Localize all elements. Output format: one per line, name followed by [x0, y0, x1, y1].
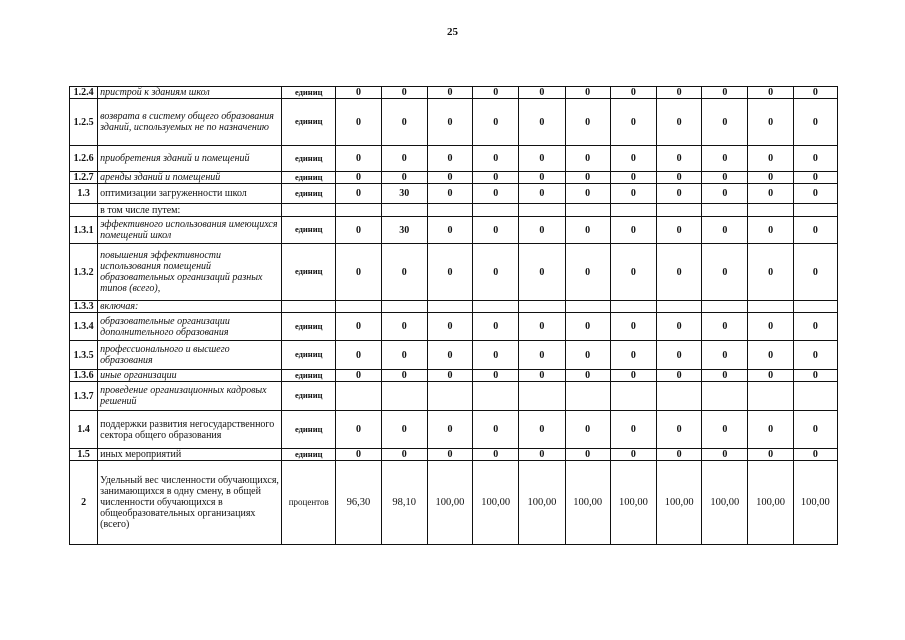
value-cell: 0 — [519, 449, 565, 461]
value-cell: 0 — [657, 244, 702, 301]
value-cell: 0 — [657, 99, 702, 146]
value-cell — [702, 204, 748, 217]
value-cell: 0 — [427, 370, 472, 382]
value-cell: 100,00 — [702, 461, 748, 545]
value-cell: 0 — [565, 411, 610, 449]
value-cell: 0 — [610, 449, 656, 461]
value-cell: 0 — [336, 370, 381, 382]
value-cell: 0 — [702, 217, 748, 244]
value-cell: 0 — [381, 146, 427, 172]
value-cell: 0 — [473, 99, 519, 146]
value-cell: 0 — [657, 341, 702, 370]
row-number: 1.3.7 — [70, 382, 98, 411]
row-name: возврата в систему общего образования зданий, используемых не по назначению — [98, 99, 282, 146]
value-cell: 0 — [381, 449, 427, 461]
value-cell: 0 — [657, 184, 702, 204]
value-cell: 0 — [748, 449, 793, 461]
value-cell — [336, 204, 381, 217]
table-row — [70, 411, 838, 449]
value-cell: 0 — [336, 99, 381, 146]
row-unit: единиц — [282, 313, 336, 341]
row-unit: единиц — [282, 99, 336, 146]
value-cell: 0 — [702, 341, 748, 370]
value-cell: 0 — [565, 313, 610, 341]
table-row — [70, 370, 838, 382]
value-cell: 0 — [748, 99, 793, 146]
value-cell: 0 — [473, 184, 519, 204]
value-cell: 0 — [748, 341, 793, 370]
value-cell: 0 — [748, 411, 793, 449]
value-cell: 0 — [748, 370, 793, 382]
row-unit — [282, 301, 336, 313]
value-cell: 0 — [793, 313, 837, 341]
value-cell: 0 — [519, 370, 565, 382]
value-cell: 0 — [793, 244, 837, 301]
value-cell: 0 — [336, 87, 381, 99]
table-row — [70, 217, 838, 244]
row-unit: единиц — [282, 382, 336, 411]
value-cell: 0 — [657, 313, 702, 341]
value-cell — [748, 301, 793, 313]
value-cell: 0 — [519, 217, 565, 244]
value-cell — [657, 204, 702, 217]
row-name: образовательные организации дополнительного образования — [98, 313, 282, 341]
value-cell — [473, 204, 519, 217]
value-cell: 0 — [610, 87, 656, 99]
value-cell: 0 — [381, 172, 427, 184]
value-cell — [519, 382, 565, 411]
row-unit — [282, 204, 336, 217]
value-cell: 0 — [336, 217, 381, 244]
row-name: повышения эффективности использования помещений образовательных организаций разных типов (всего), — [98, 244, 282, 301]
value-cell: 0 — [610, 146, 656, 172]
value-cell: 0 — [473, 449, 519, 461]
indicators-table — [69, 86, 838, 545]
row-unit: единиц — [282, 172, 336, 184]
value-cell — [381, 301, 427, 313]
table-row — [70, 313, 838, 341]
value-cell: 0 — [336, 313, 381, 341]
value-cell: 100,00 — [565, 461, 610, 545]
value-cell — [519, 204, 565, 217]
value-cell: 0 — [702, 449, 748, 461]
row-number: 1.5 — [70, 449, 98, 461]
value-cell: 0 — [519, 172, 565, 184]
value-cell: 0 — [336, 449, 381, 461]
value-cell: 100,00 — [427, 461, 472, 545]
value-cell: 0 — [793, 341, 837, 370]
table-body — [70, 87, 838, 545]
value-cell: 0 — [702, 172, 748, 184]
value-cell: 0 — [336, 172, 381, 184]
row-unit: единиц — [282, 244, 336, 301]
value-cell: 0 — [381, 99, 427, 146]
value-cell: 100,00 — [519, 461, 565, 545]
value-cell — [427, 204, 472, 217]
table-row — [70, 204, 838, 217]
value-cell: 0 — [519, 244, 565, 301]
value-cell: 0 — [793, 184, 837, 204]
row-unit: единиц — [282, 449, 336, 461]
value-cell: 0 — [610, 411, 656, 449]
row-unit: единиц — [282, 341, 336, 370]
row-name: оптимизации загруженности школ — [98, 184, 282, 204]
value-cell: 0 — [473, 411, 519, 449]
value-cell: 0 — [519, 313, 565, 341]
value-cell: 0 — [610, 341, 656, 370]
row-number: 1.3 — [70, 184, 98, 204]
value-cell: 100,00 — [793, 461, 837, 545]
value-cell: 0 — [381, 244, 427, 301]
value-cell: 0 — [793, 411, 837, 449]
row-number: 1.3.4 — [70, 313, 98, 341]
table-row — [70, 244, 838, 301]
value-cell: 0 — [793, 217, 837, 244]
table-row — [70, 87, 838, 99]
value-cell: 100,00 — [748, 461, 793, 545]
value-cell: 0 — [565, 87, 610, 99]
value-cell: 0 — [519, 87, 565, 99]
value-cell: 0 — [336, 411, 381, 449]
value-cell: 0 — [519, 341, 565, 370]
value-cell — [336, 301, 381, 313]
row-number: 1.3.1 — [70, 217, 98, 244]
value-cell: 100,00 — [473, 461, 519, 545]
row-name: поддержки развития негосударственного сектора общего образования — [98, 411, 282, 449]
value-cell — [427, 301, 472, 313]
value-cell: 0 — [702, 146, 748, 172]
value-cell: 0 — [519, 184, 565, 204]
row-name: включая: — [98, 301, 282, 313]
table-row — [70, 341, 838, 370]
table-row — [70, 99, 838, 146]
value-cell: 0 — [381, 87, 427, 99]
row-number: 1.3.2 — [70, 244, 98, 301]
value-cell — [565, 301, 610, 313]
row-unit: единиц — [282, 87, 336, 99]
value-cell: 0 — [793, 99, 837, 146]
value-cell: 0 — [657, 449, 702, 461]
value-cell: 0 — [702, 370, 748, 382]
row-number: 1.2.4 — [70, 87, 98, 99]
value-cell: 0 — [793, 146, 837, 172]
value-cell: 0 — [381, 411, 427, 449]
value-cell: 0 — [427, 87, 472, 99]
value-cell: 0 — [565, 217, 610, 244]
row-number: 1.2.6 — [70, 146, 98, 172]
value-cell: 0 — [565, 341, 610, 370]
value-cell: 0 — [381, 313, 427, 341]
table-row — [70, 172, 838, 184]
value-cell: 0 — [748, 87, 793, 99]
table-row — [70, 301, 838, 313]
value-cell: 96,30 — [336, 461, 381, 545]
page-number: 25 — [447, 26, 458, 38]
value-cell: 0 — [519, 99, 565, 146]
row-unit: единиц — [282, 370, 336, 382]
value-cell: 0 — [702, 184, 748, 204]
value-cell: 98,10 — [381, 461, 427, 545]
value-cell: 0 — [748, 217, 793, 244]
value-cell: 0 — [565, 146, 610, 172]
value-cell: 0 — [473, 217, 519, 244]
value-cell: 0 — [657, 370, 702, 382]
value-cell — [610, 204, 656, 217]
value-cell — [657, 382, 702, 411]
value-cell: 0 — [610, 99, 656, 146]
value-cell: 0 — [793, 370, 837, 382]
value-cell — [427, 382, 472, 411]
value-cell — [793, 382, 837, 411]
row-unit: единиц — [282, 184, 336, 204]
value-cell: 0 — [427, 341, 472, 370]
value-cell: 0 — [702, 411, 748, 449]
value-cell: 0 — [610, 313, 656, 341]
value-cell: 0 — [610, 172, 656, 184]
value-cell: 0 — [657, 146, 702, 172]
value-cell: 0 — [519, 411, 565, 449]
value-cell: 0 — [702, 313, 748, 341]
value-cell — [793, 204, 837, 217]
value-cell: 0 — [748, 313, 793, 341]
value-cell — [381, 382, 427, 411]
row-name: приобретения зданий и помещений — [98, 146, 282, 172]
value-cell: 0 — [336, 244, 381, 301]
value-cell: 0 — [473, 146, 519, 172]
value-cell: 0 — [565, 99, 610, 146]
row-name: пристрой к зданиям школ — [98, 87, 282, 99]
value-cell: 0 — [610, 217, 656, 244]
value-cell — [610, 382, 656, 411]
value-cell: 0 — [565, 184, 610, 204]
value-cell: 0 — [336, 146, 381, 172]
value-cell: 30 — [381, 184, 427, 204]
value-cell: 0 — [427, 313, 472, 341]
value-cell: 0 — [427, 99, 472, 146]
value-cell: 0 — [427, 172, 472, 184]
value-cell: 0 — [565, 370, 610, 382]
row-unit: единиц — [282, 411, 336, 449]
value-cell — [793, 301, 837, 313]
row-number: 1.2.5 — [70, 99, 98, 146]
value-cell — [381, 204, 427, 217]
value-cell: 0 — [427, 411, 472, 449]
row-unit: процентов — [282, 461, 336, 545]
row-number: 1.3.3 — [70, 301, 98, 313]
value-cell — [702, 382, 748, 411]
row-name: иных мероприятий — [98, 449, 282, 461]
row-unit: единиц — [282, 146, 336, 172]
value-cell: 0 — [748, 244, 793, 301]
value-cell — [473, 301, 519, 313]
value-cell: 0 — [702, 99, 748, 146]
value-cell: 0 — [473, 341, 519, 370]
value-cell: 0 — [519, 146, 565, 172]
value-cell: 0 — [381, 370, 427, 382]
value-cell: 0 — [748, 146, 793, 172]
value-cell: 0 — [427, 449, 472, 461]
value-cell — [702, 301, 748, 313]
value-cell: 0 — [748, 172, 793, 184]
value-cell: 0 — [473, 172, 519, 184]
table-row — [70, 184, 838, 204]
value-cell: 0 — [427, 146, 472, 172]
value-cell: 30 — [381, 217, 427, 244]
row-name: иные организации — [98, 370, 282, 382]
value-cell: 0 — [702, 244, 748, 301]
value-cell — [748, 382, 793, 411]
row-number: 1.2.7 — [70, 172, 98, 184]
value-cell: 0 — [473, 87, 519, 99]
table-row — [70, 449, 838, 461]
row-name: проведение организационных кадровых решений — [98, 382, 282, 411]
row-name: в том числе путем: — [98, 204, 282, 217]
table-row — [70, 382, 838, 411]
value-cell: 0 — [565, 244, 610, 301]
value-cell: 0 — [657, 172, 702, 184]
row-name: аренды зданий и помещений — [98, 172, 282, 184]
value-cell: 0 — [657, 411, 702, 449]
row-unit: единиц — [282, 217, 336, 244]
value-cell: 0 — [610, 244, 656, 301]
value-cell: 0 — [336, 184, 381, 204]
value-cell — [519, 301, 565, 313]
value-cell: 0 — [702, 87, 748, 99]
value-cell: 0 — [610, 184, 656, 204]
value-cell — [565, 204, 610, 217]
value-cell: 0 — [565, 449, 610, 461]
value-cell — [748, 204, 793, 217]
value-cell — [657, 301, 702, 313]
row-number: 1.4 — [70, 411, 98, 449]
row-number — [70, 204, 98, 217]
table-row — [70, 461, 838, 545]
value-cell: 0 — [793, 449, 837, 461]
value-cell: 100,00 — [610, 461, 656, 545]
value-cell — [473, 382, 519, 411]
value-cell: 0 — [336, 341, 381, 370]
value-cell — [565, 382, 610, 411]
value-cell: 100,00 — [657, 461, 702, 545]
value-cell: 0 — [381, 341, 427, 370]
row-name: профессионального и высшего образования — [98, 341, 282, 370]
value-cell: 0 — [427, 217, 472, 244]
row-number: 2 — [70, 461, 98, 545]
row-number: 1.3.5 — [70, 341, 98, 370]
row-name: Удельный вес численности обучающихся, занимающихся в одну смену, в общей численности обучающихся в общеобразовательных организациях (всего) — [98, 461, 282, 545]
value-cell: 0 — [427, 244, 472, 301]
value-cell: 0 — [610, 370, 656, 382]
value-cell: 0 — [657, 217, 702, 244]
row-name: эффективного использования имеющихся помещений школ — [98, 217, 282, 244]
value-cell: 0 — [473, 244, 519, 301]
value-cell: 0 — [748, 184, 793, 204]
value-cell: 0 — [473, 370, 519, 382]
value-cell: 0 — [793, 87, 837, 99]
value-cell: 0 — [473, 313, 519, 341]
row-number: 1.3.6 — [70, 370, 98, 382]
value-cell: 0 — [657, 87, 702, 99]
value-cell: 0 — [427, 184, 472, 204]
value-cell: 0 — [793, 172, 837, 184]
table-row — [70, 146, 838, 172]
value-cell — [336, 382, 381, 411]
value-cell: 0 — [565, 172, 610, 184]
value-cell — [610, 301, 656, 313]
